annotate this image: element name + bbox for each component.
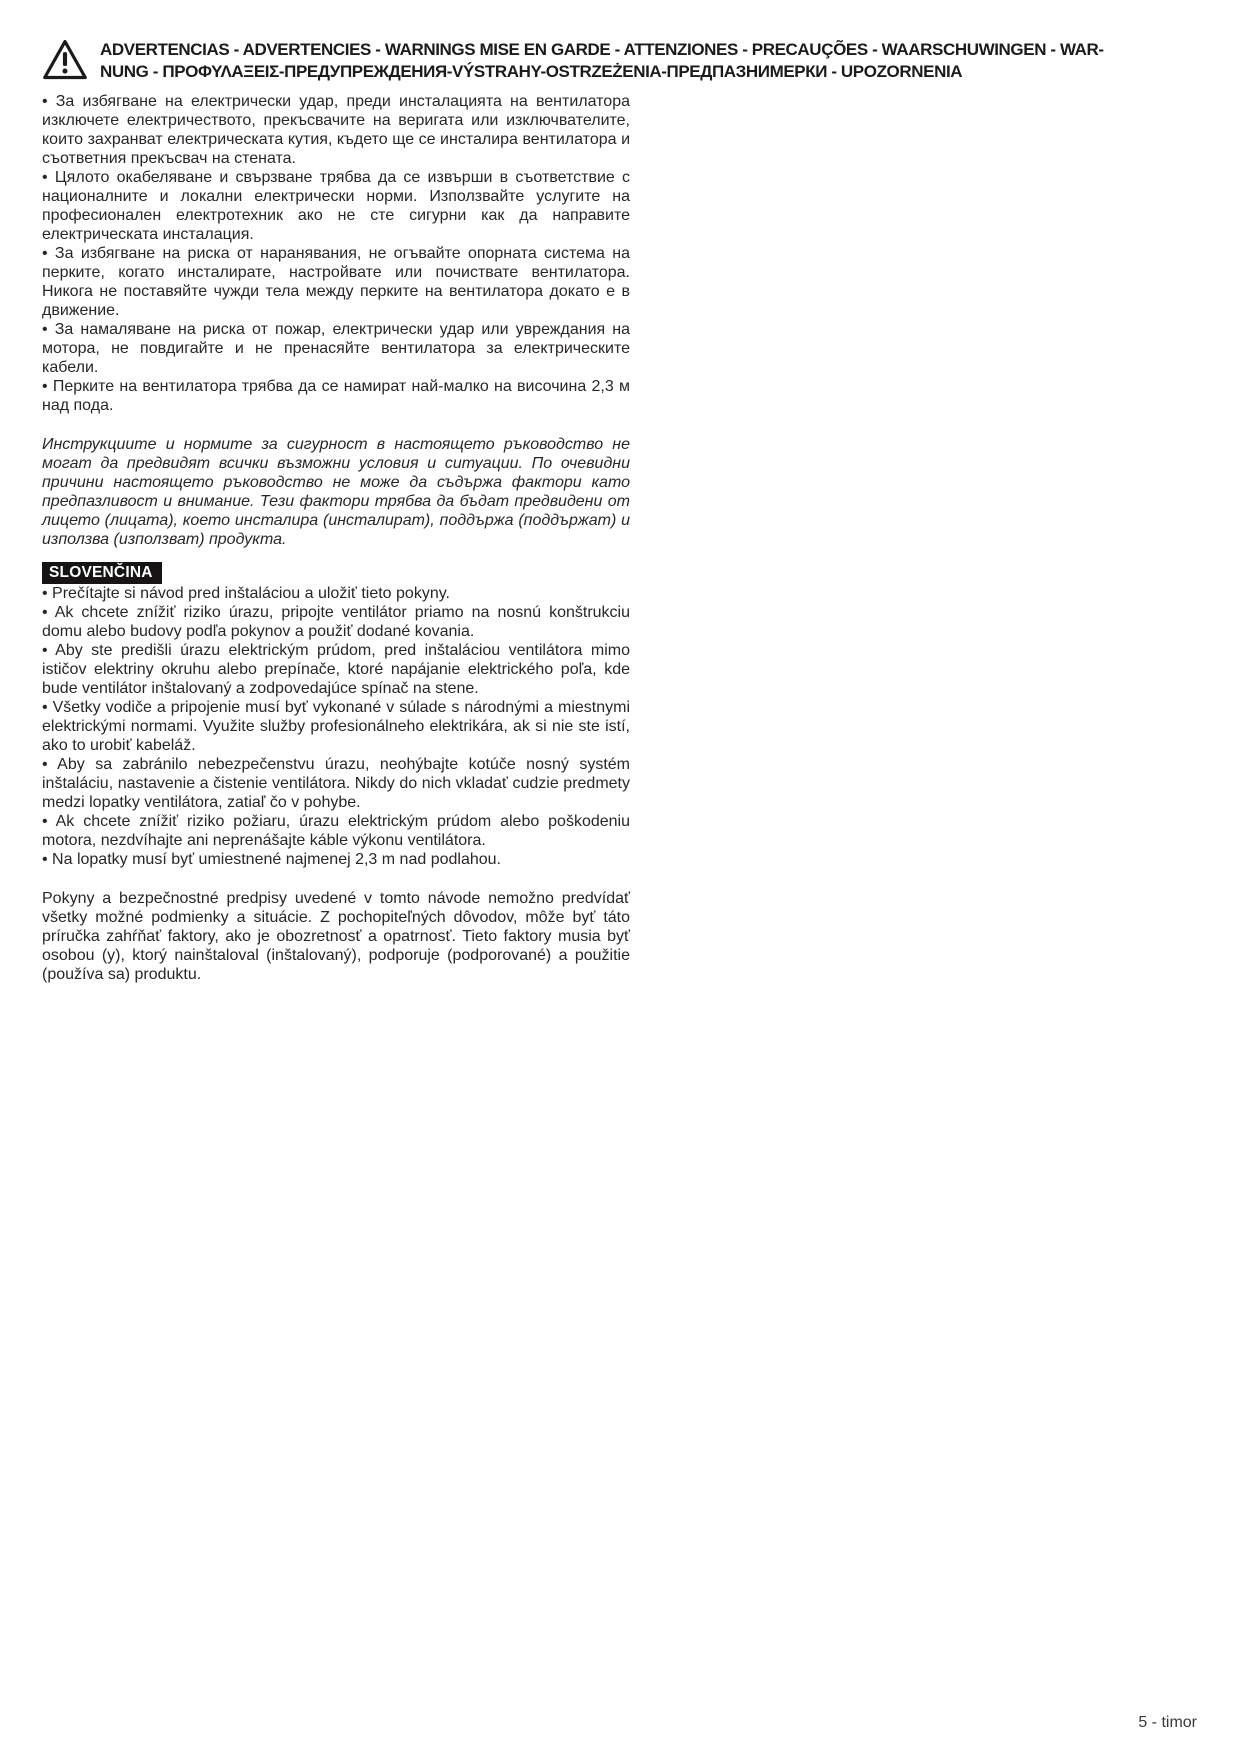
language-label-slovencina: SLOVENČINA — [42, 562, 162, 584]
bulgarian-italic-note: Инструкциите и нормите за сигурност в настоящето ръководство не могат да предвидят всички възможни условия и ситуации. По очевидни причини настоящето ръководство не може да съдържа фактори като предпазливост и внимание. Тези фактори трябва да бъдат предвидени от лицето (лицата), което инсталира (инсталират), поддържа (поддържат) и използва (използват) продукта. — [42, 436, 630, 548]
page-number-footer: 5 - timor — [1138, 1714, 1197, 1731]
warnings-header — [42, 38, 1204, 82]
bulgarian-bullet: • За избягване на риска от наранявания, не огъвайте опорната система на перките, когато инсталирате, настройвате или почиствате вентилатора. Никога не поставяйте чужди тела между перките на вентилатора докато е в движение. — [42, 245, 630, 319]
slovak-bullet: • Aby sa zabránilo nebezpečenstvu úrazu, neohýbajte kotúče nosný systém inštaláciu, nastavenie a čistenie ventilátora. Nikdy do nich vkladať cudzie predmety medzi lopatky ventilátora, zatiaľ čo v pohybe. — [42, 756, 630, 811]
warnings-title — [100, 38, 1104, 82]
bulgarian-bullet: • За намаляване на риска от пожар, електрически удар или увреждания на мотора, не повдигайте и не пренасяйте вентилатора за електрическите кабели. — [42, 321, 630, 376]
warnings-title-line1: ADVERTENCIAS - ADVERTENCIES - WARNINGS MISE EN GARDE - ATTENZIONES - PRECAUÇÕES - WAARSCHUWINGEN - WAR- — [100, 40, 1104, 59]
slovak-bullet: • Ak chcete znížiť riziko požiaru, úrazu elektrickým prúdom alebo poškodeniu motora, nezdvíhajte ani neprenášajte káble výkonu ventilátora. — [42, 813, 630, 849]
slovak-bullet: • Na lopatky musí byť umiestnené najmenej 2,3 m nad podlahou. — [42, 851, 501, 868]
slovak-bullet: • Prečítajte si návod pred inštaláciou a uložiť tieto pokyny. — [42, 585, 450, 602]
warnings-title-line2: NUNG - ΠΡΟΦΥΛΑΞΕΙΣ-ПРЕДУПРЕЖДЕНИЯ-VÝSTRAHY-OSTRZEŻENIA-ПРЕДПАЗНИМЕРКИ - UPOZORNENIA — [100, 61, 963, 81]
bulgarian-bullet: • Перките на вентилатора трябва да се намират най-малко на височина 2,3 м над пода. — [42, 378, 630, 414]
text-column — [42, 92, 630, 984]
bulgarian-bullet: • За избягване на електрически удар, преди инсталацията на вентилатора изключете електричеството, прекъсвачите на веригата или изключвателите, които захранват електрическата кутия, където ще се инсталира вентилатора и съответния прекъсвач на стената. — [42, 93, 630, 167]
slovak-closing-paragraph: Pokyny a bezpečnostné predpisy uvedené v tomto návode nemožno predvídať všetky možné podmienky a situácie. Z pochopiteľných dôvodov, môže byť táto príručka zahŕňať faktory, ako je obozretnosť a opatrnosť. Tieto faktory musia byť osobou (y), ktorý nainštaloval (inštalovaný), podporuje (podporované) a použitie (používa sa) produktu. — [42, 890, 630, 983]
bulgarian-bullet: • Цялото окабеляване и свързване трябва да се извърши в съответствие с националните и локални електрически норми. Използвайте услугите на професионален електротехник ако не сте сигурни как да направите електрическата инсталация. — [42, 169, 630, 243]
slovak-bullet: • Aby ste predišli úrazu elektrickým prúdom, pred inštaláciou ventilátora mimo ističov elektriny okruhu alebo prepínače, ktoré napájanie elektrického poľa, kde bude ventilátor inštalovaný a zodpovedajúce spínač na stene. — [42, 642, 630, 697]
slovak-bullet: • Všetky vodiče a pripojenie musí byť vykonané v súlade s národnými a miestnymi elektrickými normami. Využite služby profesionálneho elektrikára, ak si nie ste istí, ako to urobiť kabeláž. — [42, 699, 630, 754]
warning-triangle-icon — [42, 38, 88, 82]
slovak-bullet: • Ak chcete znížiť riziko úrazu, pripojte ventilátor priamo na nosnú konštrukciu domu alebo budovy podľa pokynov a použiť dodané kovania. — [42, 604, 630, 640]
